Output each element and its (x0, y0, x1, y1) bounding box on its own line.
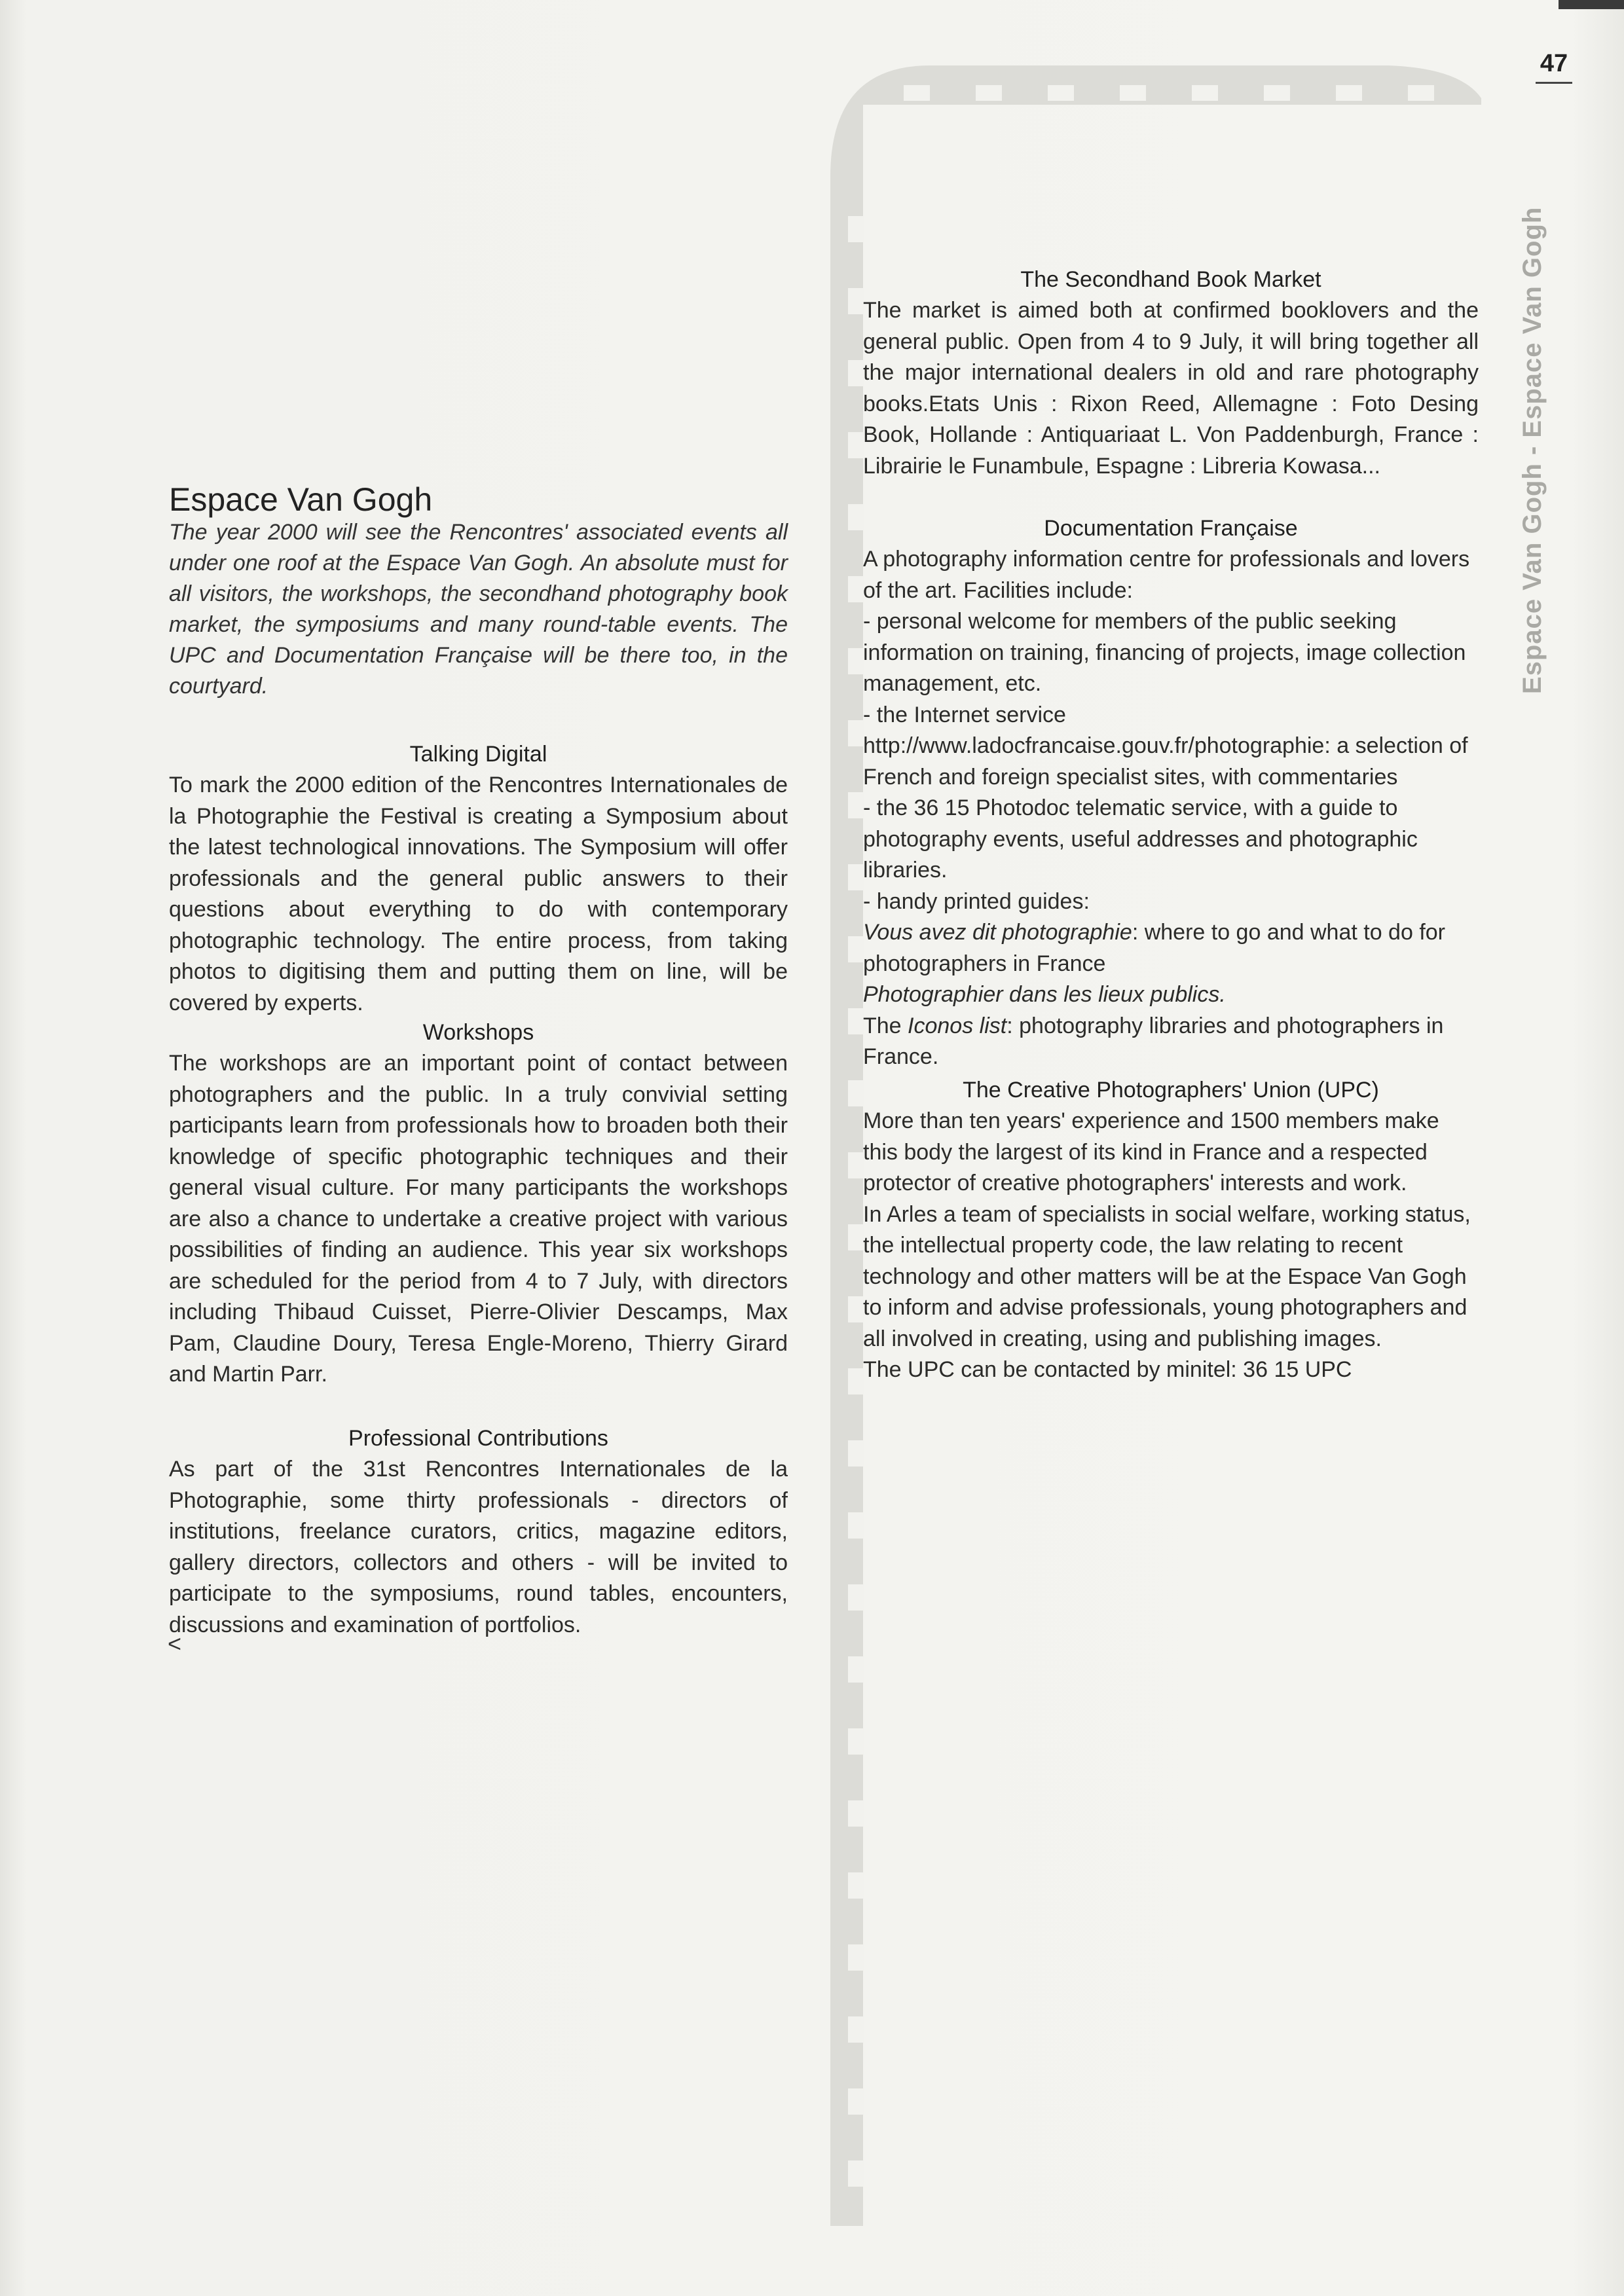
sprocket-notch (848, 936, 864, 962)
guide-prefix: The (863, 1013, 908, 1038)
sprocket-notch (848, 1224, 864, 1250)
upc-line: In Arles a team of specialists in social welfare, working status, the intellectual property code, the law relating to recent technology and other matters will be at the Espace Van Gogh to inform and advise professionals, young photographers and all involved in creating, using and publishing images. (863, 1201, 1471, 1351)
doc-line: - the Internet service (863, 702, 1066, 727)
section-heading: Professional Contributions (348, 1426, 608, 1451)
section-heading: Talking Digital (409, 742, 547, 767)
guide-desc: : where to go and what to do for photographers in France (863, 920, 1446, 976)
sprocket-notch (904, 85, 930, 101)
sprocket-notch (848, 2016, 864, 2043)
sprocket-notch (848, 2088, 864, 2115)
section-talking-digital (169, 738, 788, 1019)
section-book-market (863, 264, 1479, 482)
doc-line: A photography information centre for professionals and lovers of the art. Facilities include: (863, 547, 1470, 603)
section-body: The market is aimed both at confirmed booklovers and the general public. Open from 4 to 9 July, it will bring together all the major international dealers in old and rare photography books.Etats Unis : Rixon Reed, Allemagne : Foto Desing Book, Hollande : Antiquariaat L. Von Paddenburgh, France : Librairie le Funambule, Espagne : Libreria Kowasa... (863, 298, 1479, 479)
section-body: The workshops are an important point of contact between photographers and the public. In a truly convivial setting participants learn from professionals how to broaden both their knowledge of specific photographic techniques and their general visual culture. For many participants the workshops are also a chance to undertake a creative project with various possibilities of finding an audience. This year six workshops are scheduled for the period from 4 to 7 July, with directors including Thibaud Cuisset, Pierre-Olivier Descamps, Max Pam, Claudine Doury, Teresa Engle-Moreno, Thierry Girard and Martin Parr. (169, 1051, 788, 1387)
guide-title: Photographier dans les lieux publics. (863, 982, 1226, 1007)
doc-line: - the 36 15 Photodoc telematic service, with a guide to photography events, useful addresses and photographic libraries. (863, 795, 1418, 883)
guide-line (863, 917, 1479, 979)
sprocket-notch (848, 360, 864, 386)
doc-line: - personal welcome for members of the public seeking information on training, financing of projects, image collection management, etc. (863, 609, 1466, 696)
sprocket-notch (1048, 85, 1074, 101)
section-workshops (169, 1017, 788, 1391)
guide-title: Vous avez dit photographie (863, 920, 1132, 945)
sprocket-notch (848, 1944, 864, 1971)
guide-line (863, 979, 1479, 1011)
section-heading: The Secondhand Book Market (1020, 267, 1321, 292)
sprocket-notch (848, 504, 864, 530)
sprocket-notch (848, 1296, 864, 1322)
section-upc (863, 1074, 1479, 1386)
upc-line: The UPC can be contacted by minitel: 36 15 UPC (863, 1357, 1352, 1382)
page-number: 47 (1536, 50, 1572, 84)
sprocket-notch (1120, 85, 1146, 101)
upc-line: More than ten years' experience and 1500 members make this body the largest of its kind in France and a respected protector of creative photographers' interests and work. (863, 1108, 1439, 1195)
sprocket-notch (848, 792, 864, 818)
sprocket-notch (1264, 85, 1290, 101)
sprocket-notch (1408, 85, 1434, 101)
sprocket-notch (848, 648, 864, 674)
sprocket-notch (848, 864, 864, 890)
sprocket-notch (848, 1008, 864, 1034)
sprocket-notch (848, 1368, 864, 1394)
sprocket-notch (848, 1584, 864, 1611)
section-body: To mark the 2000 edition of the Rencontres Internationales de la Photographie the Festival is creating a Symposium about the latest technological innovations. The Symposium will offer professionals and the general public answers to their questions about everything to do with contemporary photographic technology. The entire process, from taking photos to digitising them and putting them on line, will be covered by experts. (169, 773, 788, 1015)
doc-line: http://www.ladocfrancaise.gouv.fr/photographie: a selection of French and foreign specialist sites, with commentaries (863, 733, 1468, 790)
sprocket-notch (1336, 85, 1362, 101)
continuation-marker: < (168, 1630, 182, 1657)
sprocket-notch (848, 1800, 864, 1827)
sprocket-notch (848, 1656, 864, 1683)
sprocket-notch (848, 432, 864, 458)
sprocket-notch (848, 1872, 864, 1899)
section-body: As part of the 31st Rencontres Internationales de la Photographie, some thirty professionals - directors of institutions, freelance curators, critics, magazine editors, gallery directors, collectors and others - will be invited to participate to the symposiums, round tables, encounters, discussions and examination of portfolios. (169, 1457, 788, 1637)
sprocket-notch (848, 1152, 864, 1178)
section-heading: The Creative Photographers' Union (UPC) (963, 1078, 1379, 1102)
section-professional-contributions (169, 1423, 788, 1641)
sprocket-notch (848, 720, 864, 746)
running-head: Espace Van Gogh - Espace Van Gogh (1518, 206, 1547, 694)
doc-line: - handy printed guides: (863, 888, 1090, 914)
article-intro: The year 2000 will see the Rencontres' associated events all under one roof at the Espace Van Gogh. An absolute must for all visitors, the workshops, the secondhand photography book market, the symposiums and many round-table events. The UPC and Documentation Française will be there too, in the courtyard. (169, 520, 788, 699)
sprocket-notch (976, 85, 1002, 101)
sprocket-notch (848, 288, 864, 314)
guide-line (863, 1011, 1479, 1073)
sprocket-notch (848, 1728, 864, 1755)
section-heading: Workshops (422, 1020, 534, 1045)
sprocket-notch (848, 576, 864, 602)
section-documentation-francaise (863, 513, 1479, 1073)
guide-title: Iconos list (908, 1013, 1007, 1038)
guide-desc: : photography libraries and photographers in France. (863, 1013, 1444, 1069)
sprocket-notch (1192, 85, 1218, 101)
section-heading: Documentation Française (1044, 516, 1298, 541)
sprocket-notch (848, 1440, 864, 1467)
sprocket-notch (848, 216, 864, 242)
article-title: Espace Van Gogh (169, 481, 433, 518)
sprocket-notch (848, 1512, 864, 1539)
sprocket-notch (848, 1080, 864, 1106)
sprocket-notch (848, 2160, 864, 2187)
